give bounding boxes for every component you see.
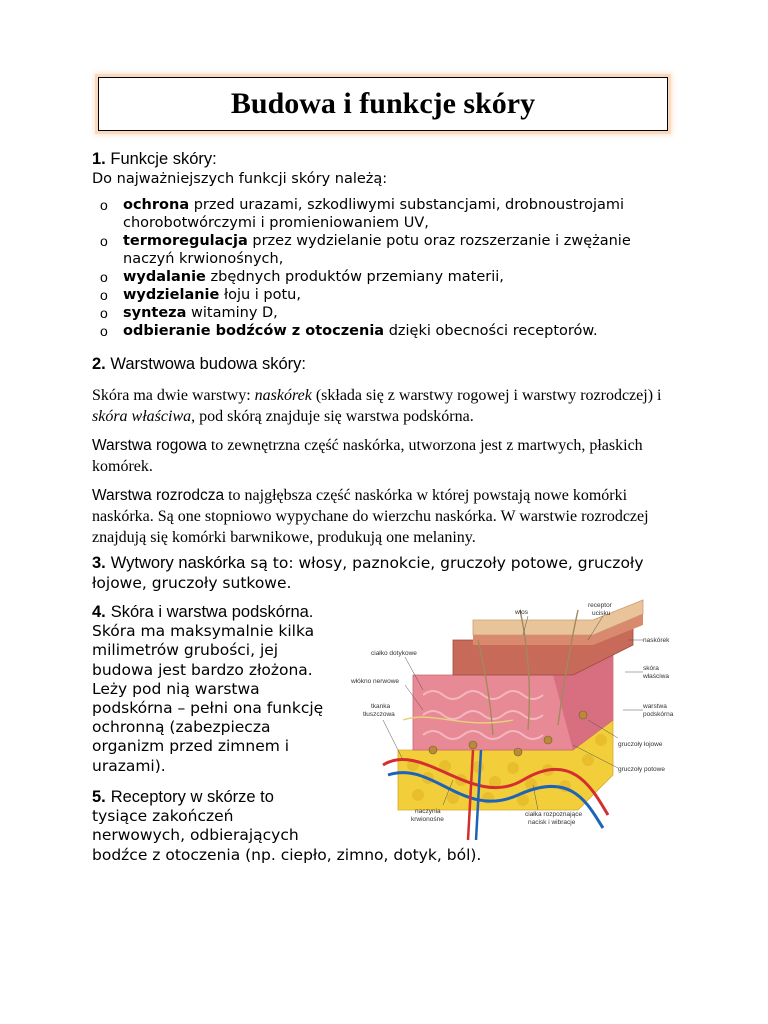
list-item	[100, 268, 680, 286]
section-2-paragraph-1	[92, 385, 682, 427]
text-line: ochronną (zabezpiecza	[92, 718, 271, 737]
text-line: Leży pod nią warstwa	[92, 679, 260, 698]
title-box	[98, 77, 668, 131]
section-2-heading	[92, 355, 306, 374]
text-line: urazami).	[92, 756, 166, 775]
label-naczynia-2: krwionośne	[411, 816, 444, 823]
bullet: o	[100, 233, 108, 249]
section-5-title: Receptory w skórze	[110, 788, 256, 806]
text-line: Skóra ma maksymalnie kilka	[92, 622, 315, 641]
list-item	[100, 196, 680, 232]
list-item	[100, 304, 680, 322]
item-text: dzięki obecności receptorów.	[384, 323, 598, 339]
bullet: o	[100, 197, 108, 213]
label-lojowe: gruczoły łojowe	[618, 741, 663, 748]
section-2-title: Warstwowa budowa skóry:	[110, 355, 306, 373]
bullet: o	[100, 287, 108, 303]
text: to najgłębsza część naskórka w której powstają nowe komórki naskórka. Są one stopniowo wypychane do wierzchu naskórka. W warstwie rozrodczej znajdują się komórki barwnikowe, produkują one melaniny.	[92, 487, 649, 546]
label-cialko: ciałko dotykowe	[371, 650, 417, 657]
item-text: przed urazami, szkodliwymi substancjami, drobnoustrojami chorobotwórczymi i promieniowaniem UV,	[123, 197, 625, 231]
text: to zewnętrzna część naskórka, utworzona jest z martwych, płaskich komórek.	[92, 437, 643, 475]
list-item	[100, 232, 680, 268]
item-text: witaminy D,	[186, 305, 278, 321]
item-bold: ochrona	[123, 197, 190, 213]
section-2-paragraph-3	[92, 485, 682, 548]
label-wlokno: włókno nerwowe	[351, 678, 400, 685]
term-warstwa-rozrodcza: Warstwa rozrodcza	[92, 487, 225, 504]
section-4-heading	[92, 603, 352, 622]
section-2-number: 2.	[92, 355, 106, 373]
label-skora-1: skóra	[643, 665, 659, 672]
bullet: o	[100, 305, 108, 321]
section-3-text: są to: włosy, paznokcie, gruczoły potowe, gruczoły łojowe, gruczoły sutkowe.	[92, 554, 644, 592]
text-line: budowa jest bardzo złożona.	[92, 660, 313, 679]
label-warstwa-1: warstwa	[643, 703, 667, 710]
item-text: łoju i potu,	[219, 287, 301, 303]
item-text: zbędnych produktów przemiany materii,	[205, 269, 504, 285]
section-1-intro: Do najważniejszych funkcji skóry należą:	[92, 171, 388, 187]
label-receptor-2: ucisku	[592, 610, 611, 617]
item-bold: wydalanie	[123, 269, 206, 285]
section-4-number: 4.	[92, 603, 106, 621]
text: Skóra ma dwie warstwy:	[92, 387, 255, 404]
section-5-number: 5.	[92, 788, 106, 806]
label-naczynia-1: naczynia	[415, 808, 441, 815]
label-warstwa-2: podskórna	[643, 711, 674, 718]
label-potowe: gruczoły potowe	[618, 766, 665, 773]
text-line: bodźce z otoczenia (np. ciepło, zimno, dotyk, ból).	[92, 845, 482, 864]
section-4-title: Skóra i warstwa podskórna.	[110, 603, 314, 621]
section-3	[92, 553, 692, 593]
label-receptor-1: receptor	[588, 602, 612, 609]
label-skora-2: właściwa	[643, 673, 670, 680]
section-1-heading	[92, 150, 217, 169]
page-title: Budowa i funkcje skóry	[230, 87, 536, 120]
label-tkanka-2: tłuszczowa	[363, 711, 395, 718]
skin-cross-section-diagram	[343, 600, 674, 845]
function-list	[100, 196, 680, 340]
section-1-title: Funkcje skóry:	[110, 150, 217, 168]
label-naskorek: naskórek	[643, 637, 670, 644]
bullet: o	[100, 323, 108, 339]
section-3-title: Wytwory naskórka	[110, 554, 246, 572]
item-bold: odbieranie bodźców z otoczenia	[123, 323, 385, 339]
label-cialka-2: nacisk i wibracje	[528, 819, 576, 826]
text-line: nerwowych, odbierających	[92, 826, 299, 845]
text-line: podskórna – pełni ona funkcję	[92, 699, 324, 718]
bullet: o	[100, 269, 108, 285]
term-warstwa-rogowa: Warstwa rogowa	[92, 437, 207, 454]
term-skora-wlasciwa: skóra właściwa	[92, 408, 192, 425]
section-2-paragraph-2	[92, 435, 682, 477]
section-3-number: 3.	[92, 554, 106, 572]
section-5-title-rest: to	[255, 788, 274, 806]
text-line: milimetrów grubości, jej	[92, 641, 279, 660]
label-wlos: włos	[515, 609, 529, 616]
label-cialka-1: ciałka rozpoznające	[525, 811, 583, 818]
text-line: organizm przed zimnem i	[92, 737, 290, 756]
list-item	[100, 286, 680, 304]
item-bold: wydzielanie	[123, 287, 220, 303]
term-naskorek: naskórek	[254, 387, 312, 404]
item-text: przez wydzielanie potu oraz rozszerzanie i zwężanie naczyń krwionośnych,	[123, 233, 631, 267]
item-bold: termoregulacja	[123, 233, 248, 249]
text: , pod skórą znajduje się warstwa podskórna.	[191, 408, 474, 425]
label-tkanka-1: tkanka	[371, 703, 391, 710]
list-item	[100, 322, 680, 340]
text-line: tysiące zakończeń	[92, 807, 234, 826]
item-bold: synteza	[123, 305, 187, 321]
section-1-number: 1.	[92, 150, 106, 168]
section-4	[92, 603, 352, 776]
text: (składa się z warstwy rogowej i warstwy rozrodczej) i	[311, 387, 662, 404]
